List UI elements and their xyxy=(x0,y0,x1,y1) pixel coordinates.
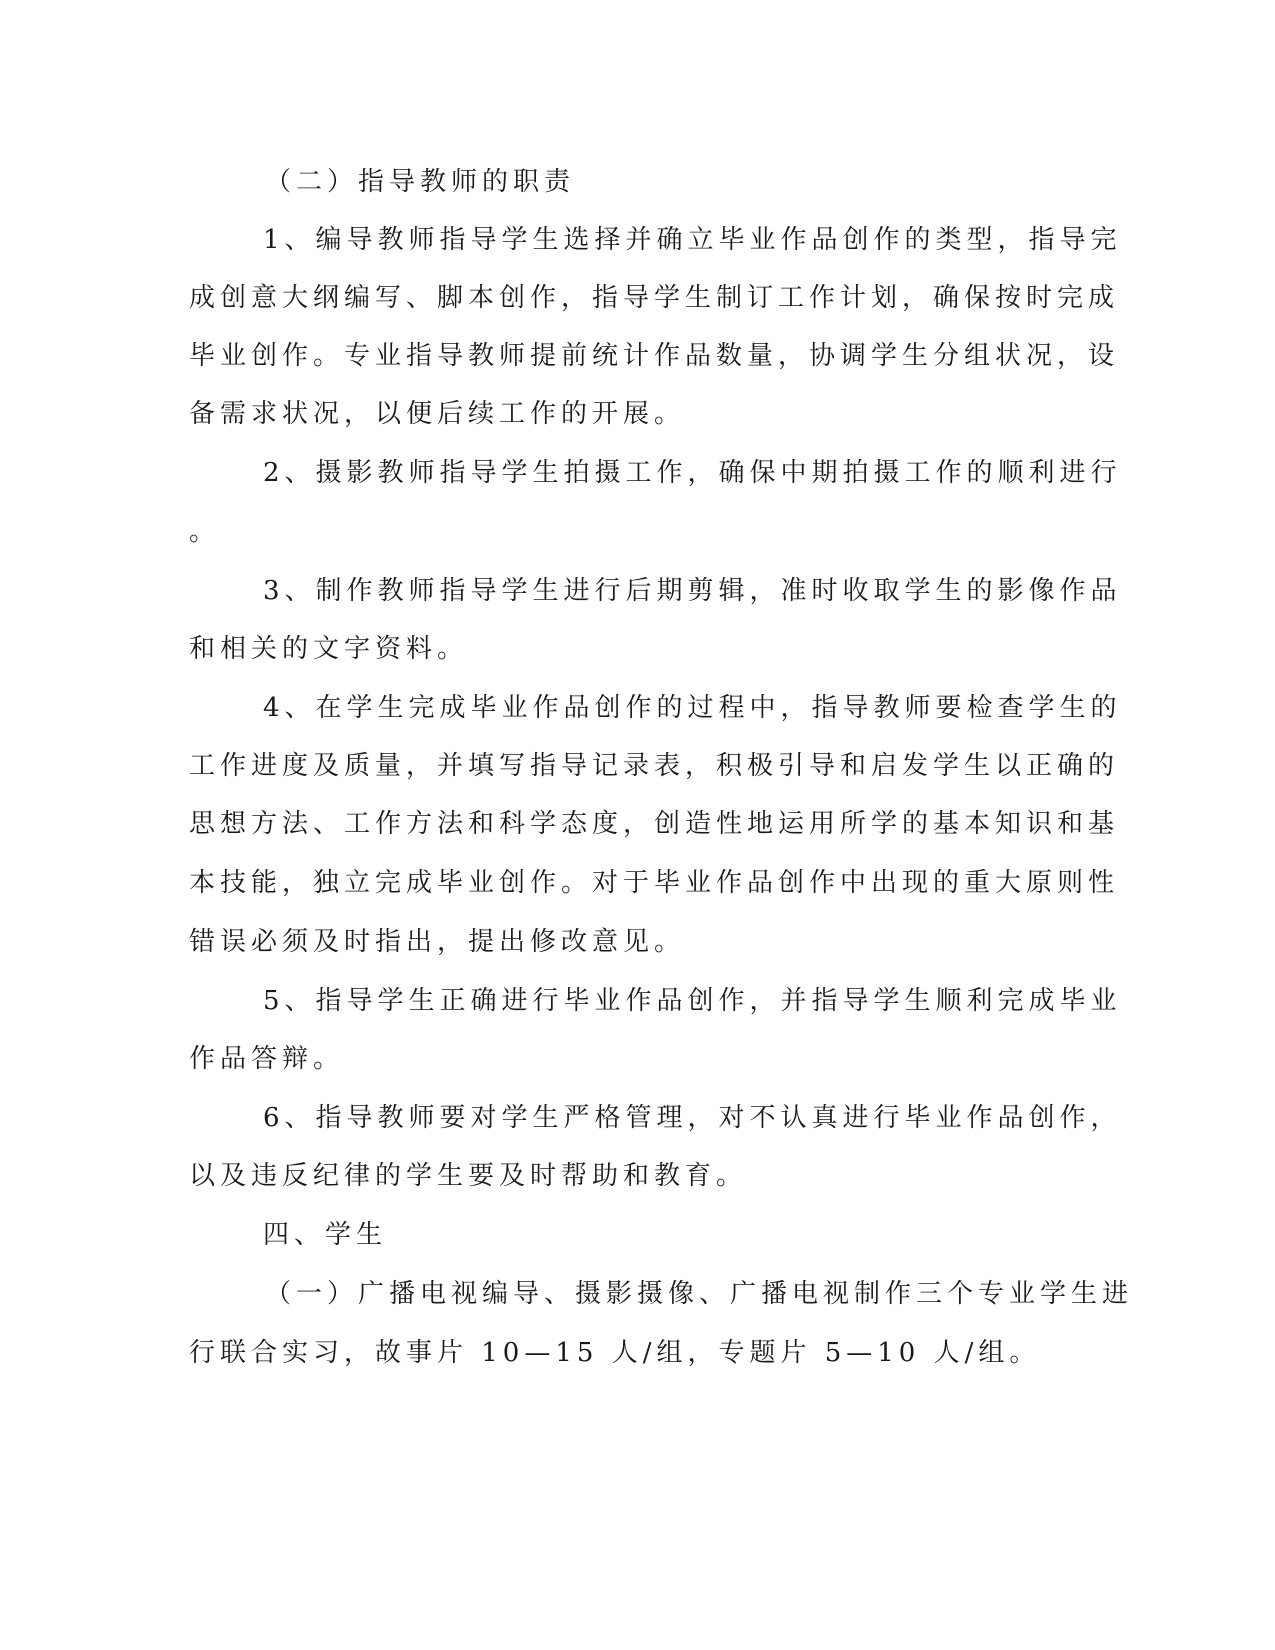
paragraph-line: 5、指导学生正确进行毕业作品创作，并指导学生顺利完成毕业 xyxy=(263,986,1122,1016)
paragraph-line: （一）广播电视编导、摄影摄像、广播电视制作三个专业学生进 xyxy=(265,1279,1134,1309)
paragraph-line: 思想方法、工作方法和科学态度，创造性地运用所学的基本知识和基 xyxy=(189,809,1120,839)
paragraph-line: 成创意大纲编写、脚本创作，指导学生制订工作计划，确保按时完成 xyxy=(189,283,1120,313)
paragraph-line: 3、制作教师指导学生进行后期剪辑，准时收取学生的影像作品 xyxy=(263,576,1122,606)
paragraph-line: 。 xyxy=(189,517,221,547)
section-heading: （二）指导教师的职责 xyxy=(265,167,576,197)
chapter-heading: 四、学生 xyxy=(263,1220,388,1250)
paragraph-line: 1、编导教师指导学生选择并确立毕业作品创作的类型，指导完 xyxy=(263,225,1122,255)
paragraph-line: 工作进度及质量，并填写指导记录表，积极引导和启发学生以正确的 xyxy=(189,751,1120,781)
paragraph-line: 行联合实习，故事片 10—15 人/组，专题片 5—10 人/组。 xyxy=(189,1338,1041,1368)
paragraph-line: 6、指导教师要对学生严格管理，对不认真进行毕业作品创作， xyxy=(263,1103,1122,1133)
paragraph-line: 备需求状况，以便后续工作的开展。 xyxy=(189,399,686,429)
paragraph-line: 本技能，独立完成毕业创作。对于毕业作品创作中出现的重大原则性 xyxy=(189,868,1120,898)
paragraph-line: 作品答辩。 xyxy=(189,1044,345,1074)
paragraph-line: 2、摄影教师指导学生拍摄工作，确保中期拍摄工作的顺利进行 xyxy=(263,458,1122,488)
paragraph-line: 以及违反纪律的学生要及时帮助和教育。 xyxy=(189,1161,748,1191)
paragraph-line: 错误必须及时指出，提出修改意见。 xyxy=(189,927,686,957)
paragraph-line: 和相关的文字资料。 xyxy=(189,634,469,664)
paragraph-line: 4、在学生完成毕业作品创作的过程中，指导教师要检查学生的 xyxy=(263,693,1122,723)
paragraph-line: 毕业创作。专业指导教师提前统计作品数量，协调学生分组状况，设 xyxy=(189,341,1120,371)
